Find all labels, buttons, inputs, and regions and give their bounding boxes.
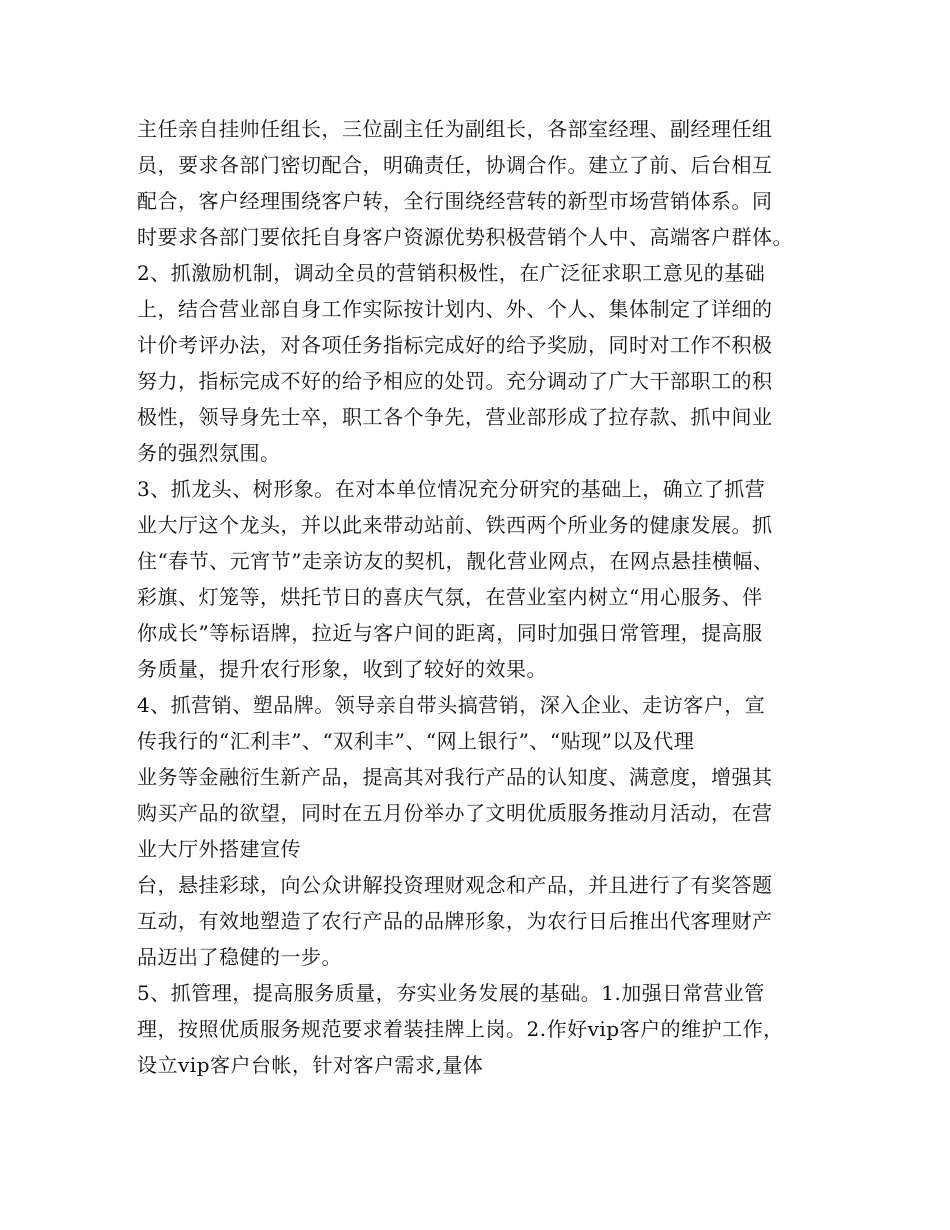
text-line: 互动，有效地塑造了农行产品的品牌形象，为农行日后推出代客理财产 xyxy=(137,909,773,933)
text-line: 设立vip客户台帐，针对客户需求,量体 xyxy=(137,1053,484,1077)
text-line: 5、抓管理，提高服务质量，夯实业务发展的基础。1.加强日常营业管 xyxy=(137,981,765,1005)
text-line: 4、抓营销、塑品牌。领导亲自带头搞营销，深入企业、走访客户，宣 xyxy=(137,693,766,717)
text-line: 业务等金融衍生新产品，提高其对我行产品的认知度、满意度，增强其 xyxy=(137,765,773,789)
text-line: 传我行的“汇利丰”、“双利丰”、“网上银行”、“贴现”以及代理 xyxy=(137,729,695,753)
text-line: 努力，指标完成不好的给予相应的处罚。充分调动了广大干部职工的积 xyxy=(137,369,773,393)
text-line: 理，按照优质服务规范要求着装挂牌上岗。2.作好vip客户的维护工作， xyxy=(137,1017,784,1041)
text-line: 计价考评办法，对各项任务指标完成好的给予奖励，同时对工作不积极 xyxy=(137,333,773,357)
text-line: 品迈出了稳健的一步。 xyxy=(137,945,342,969)
text-line: 你成长”等标语牌，拉近与客户间的距离，同时加强日常管理，提高服 xyxy=(137,621,763,645)
text-line: 业大厅外搭建宣传 xyxy=(137,837,301,861)
text-line: 员，要求各部门密切配合，明确责任，协调合作。建立了前、后台相互 xyxy=(137,153,773,177)
text-line: 住“春节、元宵节”走亲访友的契机，靓化营业网点，在网点悬挂横幅、 xyxy=(137,549,774,573)
body-text xyxy=(137,111,827,1083)
text-line: 主任亲自挂帅任组长，三位副主任为副组长，各部室经理、副经理任组 xyxy=(137,117,773,141)
text-line: 台，悬挂彩球，向公众讲解投资理财观念和产品，并且进行了有奖答题 xyxy=(137,873,773,897)
text-line: 业大厅这个龙头，并以此来带动站前、铁西两个所业务的健康发展。抓 xyxy=(137,513,773,537)
text-line: 2、抓激励机制，调动全员的营销积极性，在广泛征求职工意见的基础 xyxy=(137,261,766,285)
text-line: 配合，客户经理围绕客户转，全行围绕经营转的新型市场营销体系。同 xyxy=(137,189,773,213)
text-line: 上，结合营业部自身工作实际按计划内、外、个人、集体制定了详细的 xyxy=(137,297,773,321)
text-line: 彩旗、灯笼等，烘托节日的喜庆气氛，在营业室内树立“用心服务、伴 xyxy=(137,585,763,609)
text-line: 务的强烈氛围。 xyxy=(137,441,281,465)
text-line: 极性，领导身先士卒，职工各个争先，营业部形成了拉存款、抓中间业 xyxy=(137,405,773,429)
text-line: 时要求各部门要依托自身客户资源优势积极营销个人中、高端客户群体。 xyxy=(137,225,793,249)
text-line: 务质量，提升农行形象，收到了较好的效果。 xyxy=(137,657,547,681)
text-line: 3、抓龙头、树形象。在对本单位情况充分研究的基础上，确立了抓营 xyxy=(137,477,766,501)
text-line: 购买产品的欲望，同时在五月份举办了文明优质服务推动月活动，在营 xyxy=(137,801,773,825)
